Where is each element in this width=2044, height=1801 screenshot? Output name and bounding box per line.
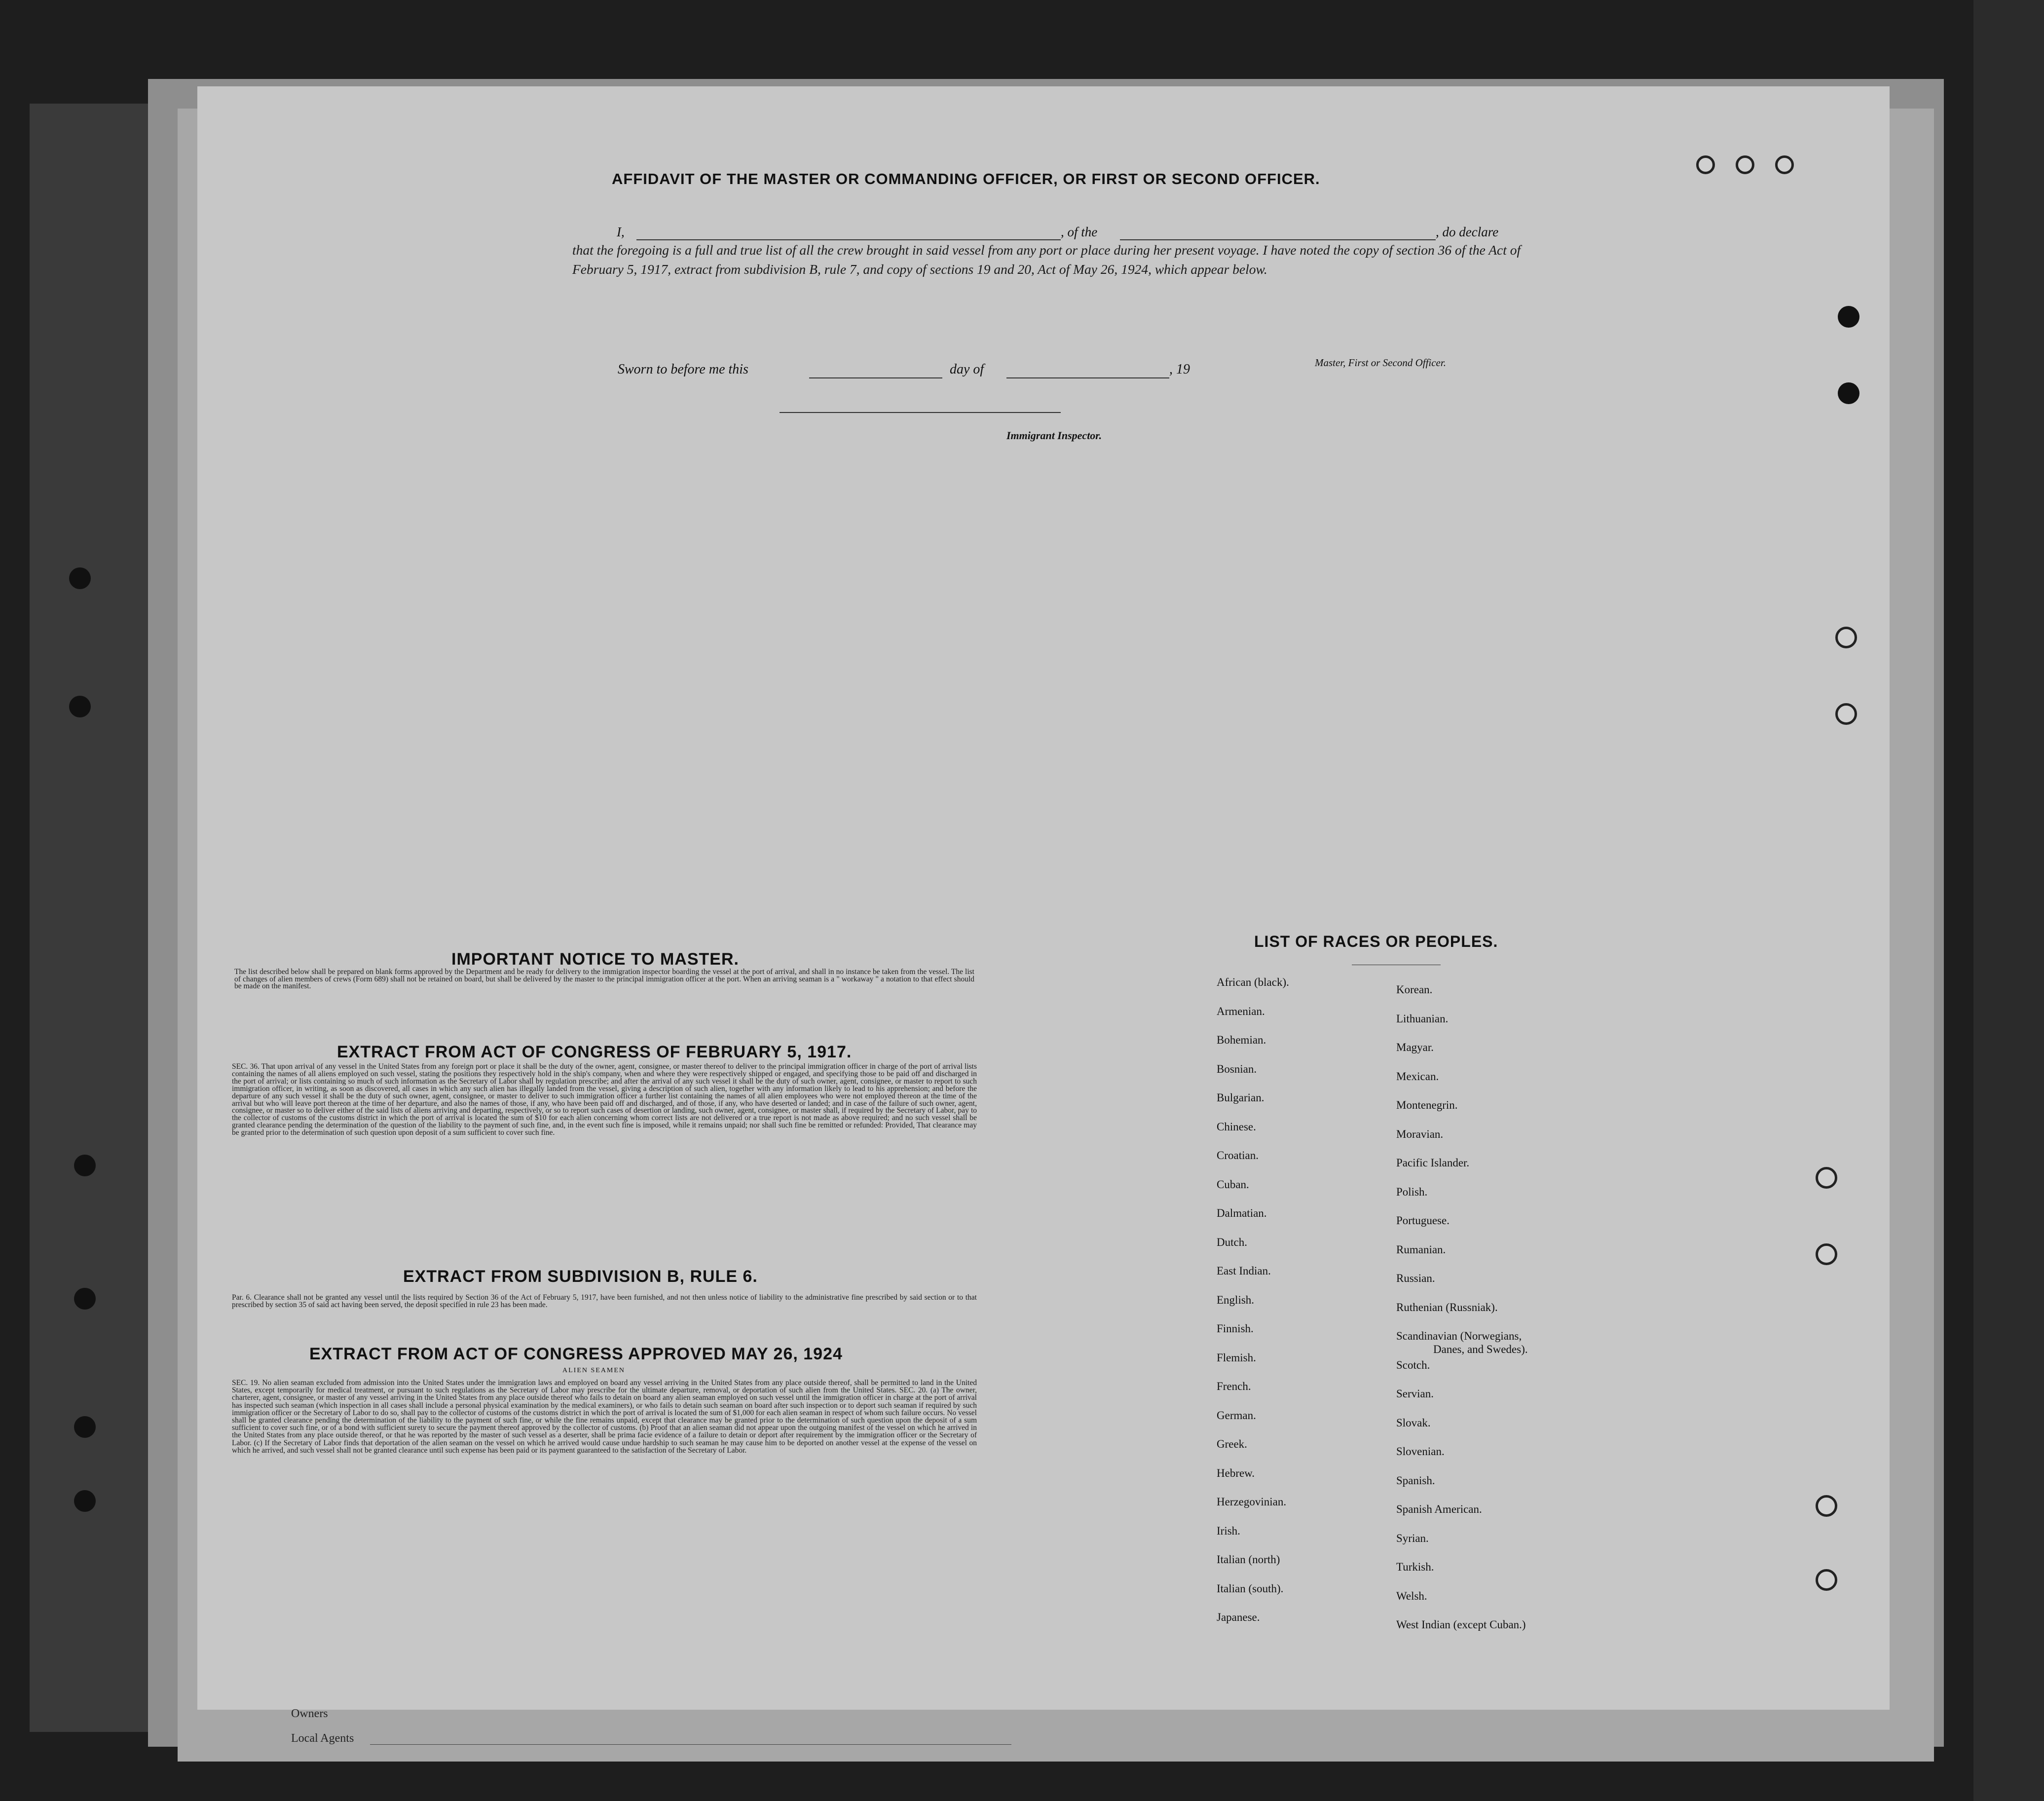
race-item: Polish. [1396,1185,1428,1198]
sworn-month-line[interactable] [1006,377,1169,378]
race-item: Rumanian. [1396,1243,1446,1256]
race-item: Scotch. [1396,1358,1430,1371]
race-item: Dalmatian. [1217,1207,1267,1219]
race-item: Slovak. [1396,1416,1431,1429]
punch-hole [1696,155,1715,174]
race-item: Bulgarian. [1217,1091,1264,1104]
punch-hole [69,696,91,717]
race-item: Scandinavian (Norwegians, [1396,1330,1522,1342]
punch-hole [1816,1243,1837,1265]
race-item: German. [1217,1409,1256,1422]
affidavit-body: that the foregoing is a full and true list of all the crew brought in said vessel from any port or place during her present voyage. I have noted the copy of section 36 of the Act of February 5, 1917, extract from subdivision B, rule 7, and copy of sections 19 and 20, Act of May 26, 1924, which appear below. [572,242,1521,277]
punch-hole [1838,382,1859,404]
sworn-text: Sworn to before me this [618,362,748,377]
race-item: Bohemian. [1217,1034,1266,1046]
race-item: Japanese. [1217,1611,1260,1623]
punch-hole [69,567,91,589]
punch-hole [1736,155,1754,174]
day-of-text: day of [950,362,984,377]
punch-hole [74,1288,96,1310]
year-text: , 19 [1169,362,1190,377]
race-item: Lithuanian. [1396,1012,1449,1025]
race-item: Finnish. [1217,1322,1254,1335]
race-item: Bosnian. [1217,1062,1257,1075]
race-item: Hebrew. [1217,1466,1255,1479]
affidavit-title: AFFIDAVIT OF THE MASTER OR COMMANDING OFFICER, OR FIRST OR SECOND OFFICER. [612,170,1320,188]
race-item: Cuban. [1217,1178,1249,1191]
race-item: Armenian. [1217,1005,1265,1017]
punch-hole [74,1155,96,1176]
extract2-title: EXTRACT FROM SUBDIVISION B, RULE 6. [403,1267,758,1286]
race-item: Italian (south). [1217,1582,1284,1595]
sworn-day-line[interactable] [809,377,942,378]
owners-label: Owners [291,1707,328,1720]
race-item: Spanish American. [1396,1503,1482,1515]
punch-hole [1816,1495,1837,1517]
master-label: Master, First or Second Officer. [1315,357,1446,369]
affidavit-of-the: , of the [1061,225,1098,239]
race-item: Dutch. [1217,1236,1247,1248]
race-item: Servian. [1396,1388,1434,1400]
extract3-subtitle: ALIEN SEAMEN [562,1367,626,1374]
inspector-label: Immigrant Inspector. [1006,429,1102,442]
punch-hole [1816,1167,1837,1189]
inspector-signature-line[interactable] [780,412,1061,413]
local-agents-label: Local Agents [291,1732,354,1745]
race-item: East Indian. [1217,1265,1271,1277]
notice-text: The list described below shall be prepared on blank forms approved by the Department and be ready for delivery to the immigration inspector boarding the vessel at the port of arrival, and shall in no instance be taken from the vessel. The list of changes of alien members of crews (Form 689) shall not be retained on board, but shall be delivered by the master to the principal immigration officer at the port. When an arriving seaman is a " workaway " a notation to that effect should be made on the manifest. [234,968,974,990]
race-item: Greek. [1217,1438,1247,1450]
race-item: Montenegrin. [1396,1099,1458,1111]
race-item: Italian (north) [1217,1553,1280,1566]
race-item: West Indian (except Cuban.) [1396,1618,1526,1631]
scandinavian-continuation: Danes, and Swedes). [1433,1343,1528,1355]
races-column-1 [1217,968,1289,1632]
race-item: Ruthenian (Russniak). [1396,1301,1498,1313]
race-item: Portuguese. [1396,1214,1449,1227]
punch-hole [1775,155,1794,174]
races-column-2 [1396,976,1526,1640]
race-item: Russian. [1396,1272,1435,1284]
race-item: Moravian. [1396,1127,1444,1140]
document-sheet [197,86,1890,1710]
extract3-text: SEC. 19. No alien seaman excluded from admission into the United States under the immigration laws and employed on board any vessel arriving in the United States from any place outside thereof, shall be permitted to land in the United States, except temporarily for medical treatment, or pursuant to such regulations as the Secretary of Labor may prescribe for the ultimate departure, removal, or deportation of such alien from the United States. SEC. 20. (a) The owner, charterer, agent, consignee, or master of any vessel arriving in the United States from any place outside thereof who fails to detain on board any alien seaman employed on such vessel until the immigration officer in charge at the port of arrival has inspected such seaman (which inspection in all cases shall include a personal physical examination by the medical examiners), or who fails to detain such seaman on board after such inspection or to deport such seaman if required by such immigration officer or the Secretary of Labor to do so, shall pay to the collector of customs of the customs district in which the port of arrival is located the sum of $1,000 for each alien seaman in respect of whom such failure occurs. No vessel shall be granted clearance pending the determination of the liability to the payment of such fine, or while the fine remains unpaid, except that clearance may be granted prior to the determination of such question upon the deposit of a sum sufficient to cover such fine, or of a bond with sufficient surety to secure the payment thereof approved by the collector of customs. (b) Proof that an alien seaman did not appear upon the outgoing manifest of the vessel on which he arrived in the United States from any place outside thereof, or that he was reported by the master of such vessel as a deserter, shall be prima facie evidence of a failure to detain or deport after requirement by the immigration officer or the Secretary of Labor. (c) If the Secretary of Labor finds that deportation of the alien seaman on the vessel on which he arrived would cause undue hardship to such seaman he may cause him to be deported on another vessel at the expense of the vessel on which he arrived, and such vessel shall not be granted clearance until such expense has been paid or its payment guaranteed to the satisfaction of the Secretary of Labor. [232,1379,977,1455]
race-item: Welsh. [1396,1589,1427,1602]
race-item: Turkish. [1396,1561,1434,1573]
extract1-text: SEC. 36. That upon arrival of any vessel in the United States from any foreign port or place it shall be the duty of the owner, agent, consignee, or master thereof to deliver to the principal immigration officer in charge of the port of arrival lists containing the names of all aliens employed on such vessel, stating the positions they respectively hold in the ship's company, when and where they were respectively shipped or engaged, and specifying those to be paid off and discharged in the port of arrival; or lists containing so much of such information as the Secretary of Labor shall by regulation prescribe; and after the arrival of any such vessel it shall be the duty of such owner, agent, consignee, or master to report to such immigration officer, in writing, as soon as discovered, all cases in which any such alien has illegally landed from the vessel, giving a description of such alien, together with any information likely to lead to his apprehension; and before the departure of any such vessel it shall be the duty of such owner, agent, consignee, or master to deliver to such immigration officer a further list containing the names of all alien employees who were not employed thereon at the time of the arrival but who will leave port thereon at the time of her departure, and also the names of those, if any, who have been paid off and discharged, and of those, if any, who have deserted or landed; and in case of the failure of such owner, agent, consignee, or master so to deliver either of the said lists of aliens arriving and departing, respectively, or so to report such cases of desertion or landing, such owner, agent, consignee, or master shall, if required by the Secretary of Labor, pay to the collector of customs of the customs district in which the port of arrival is located the sum of $10 for each alien concerning whom correct lists are not delivered or a true report is not made as above required; and no such vessel shall be granted clearance pending the determination of the question of the liability to the payment of such fine, and, in the event such fine is imposed, while it remains unpaid; nor shall such fine be remitted or refunded: Provided, That clearance may be granted prior to the determination of such question upon deposit of a sum sufficient to cover such fine. [232,1062,977,1137]
punch-hole [74,1416,96,1438]
punch-hole [74,1490,96,1512]
notice-title: IMPORTANT NOTICE TO MASTER. [451,950,739,969]
punch-hole [1838,306,1859,328]
race-item: Herzegovinian. [1217,1496,1287,1508]
race-item: Mexican. [1396,1070,1439,1083]
race-item: Korean. [1396,983,1433,996]
extract3-title: EXTRACT FROM ACT OF CONGRESS APPROVED MAY 26, 1924 [309,1345,843,1363]
races-title: LIST OF RACES OR PEOPLES. [1254,933,1498,950]
race-item: Slovenian. [1396,1445,1445,1458]
race-item: Magyar. [1396,1041,1434,1053]
binder-right [1973,0,2044,1801]
local-agents-line[interactable] [370,1744,1011,1745]
race-item: Croatian. [1217,1149,1259,1162]
race-item: Chinese. [1217,1120,1256,1133]
extract1-title: EXTRACT FROM ACT OF CONGRESS OF FEBRUARY 5, 1917. [337,1043,852,1061]
affidavit-declare: , do declare [1436,225,1499,239]
extract2-text: Par. 6. Clearance shall not be granted any vessel until the lists required by Section 36 of the Act of February 5, 1917, have been furnished, and not then unless notice of liability to the administrative fine prescribed by said section or to that prescribed by section 35 of said act having been served, the deposit specified in rule 23 has been made. [232,1293,977,1309]
race-item: Pacific Islander. [1396,1157,1470,1169]
punch-hole [1835,627,1857,648]
punch-hole [1816,1569,1837,1591]
race-item: French. [1217,1380,1251,1392]
race-item: African (black). [1217,976,1289,988]
race-item: English. [1217,1293,1255,1306]
race-item: Irish. [1217,1524,1240,1537]
affidavit-i: I, [617,225,625,239]
race-item: Flemish. [1217,1351,1256,1364]
punch-hole [1835,703,1857,725]
race-item: Syrian. [1396,1532,1429,1544]
race-item: Spanish. [1396,1474,1435,1487]
